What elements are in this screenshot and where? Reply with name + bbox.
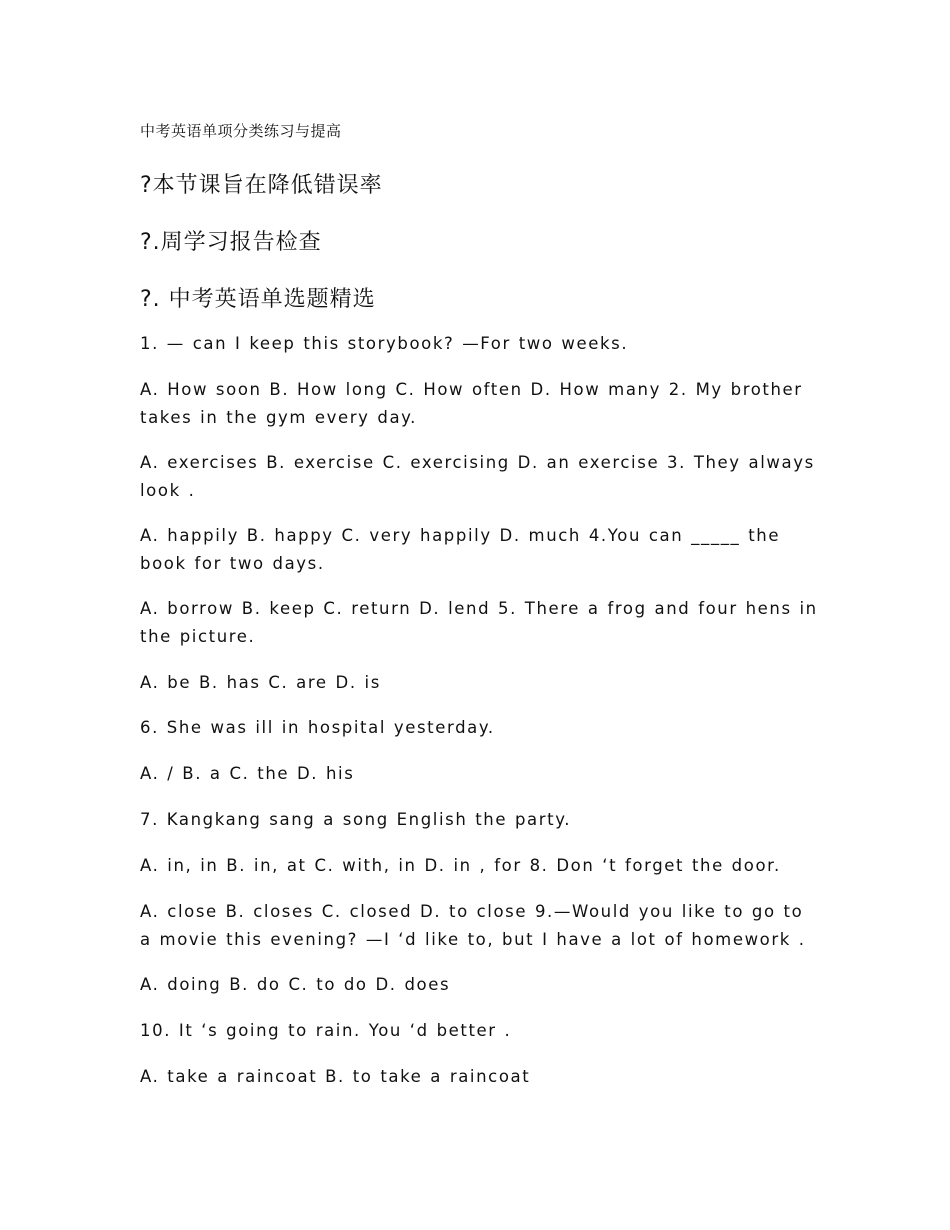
question-paragraph: A. borrow B. keep C. return D. lend 5. There a frog and four hens in the picture. [140,599,818,646]
question-paragraph: A. exercises B. exercise C. exercising D. an exercise 3. They always look . [140,453,815,500]
question-paragraph: A. in, in B. in, at C. with, in D. in , for 8. Don ‘t forget the door. [140,856,781,875]
question-paragraph: 6. She was ill in hospital yesterday. [140,718,495,737]
question-paragraph: 1. — can I keep this storybook? —For two weeks. [140,334,629,353]
question-paragraph: A. happily B. happy C. very happily D. much 4.You can _____ the book for two days. [140,526,781,573]
question-paragraph: A. take a raincoat B. to take a raincoat [140,1067,531,1086]
question-paragraph: A. close B. closes C. closed D. to close 9.—Would you like to go to a movie this evening? —I ‘d like to, but I have a lot of homework . [140,902,806,949]
question-paragraph: 10. It ‘s going to rain. You ‘d better . [140,1021,512,1040]
section-heading-questions: ?. 中考英语单选题精选 [140,287,376,312]
question-paragraph: A. How soon B. How long C. How often D. How many 2. My brother takes in the gym every day. [140,380,803,427]
question-paragraph: 7. Kangkang sang a song English the party. [140,810,572,829]
document-title: 中考英语单项分类练习与提高 [140,122,342,140]
section-heading-weekly-report: ?.周学习报告检查 [140,230,322,255]
question-paragraph: A. doing B. do C. to do D. does [140,975,451,994]
question-paragraph: A. / B. a C. the D. his [140,764,355,783]
question-paragraph: A. be B. has C. are D. is [140,673,381,692]
section-heading-goal: ?本节课旨在降低错误率 [140,173,383,198]
